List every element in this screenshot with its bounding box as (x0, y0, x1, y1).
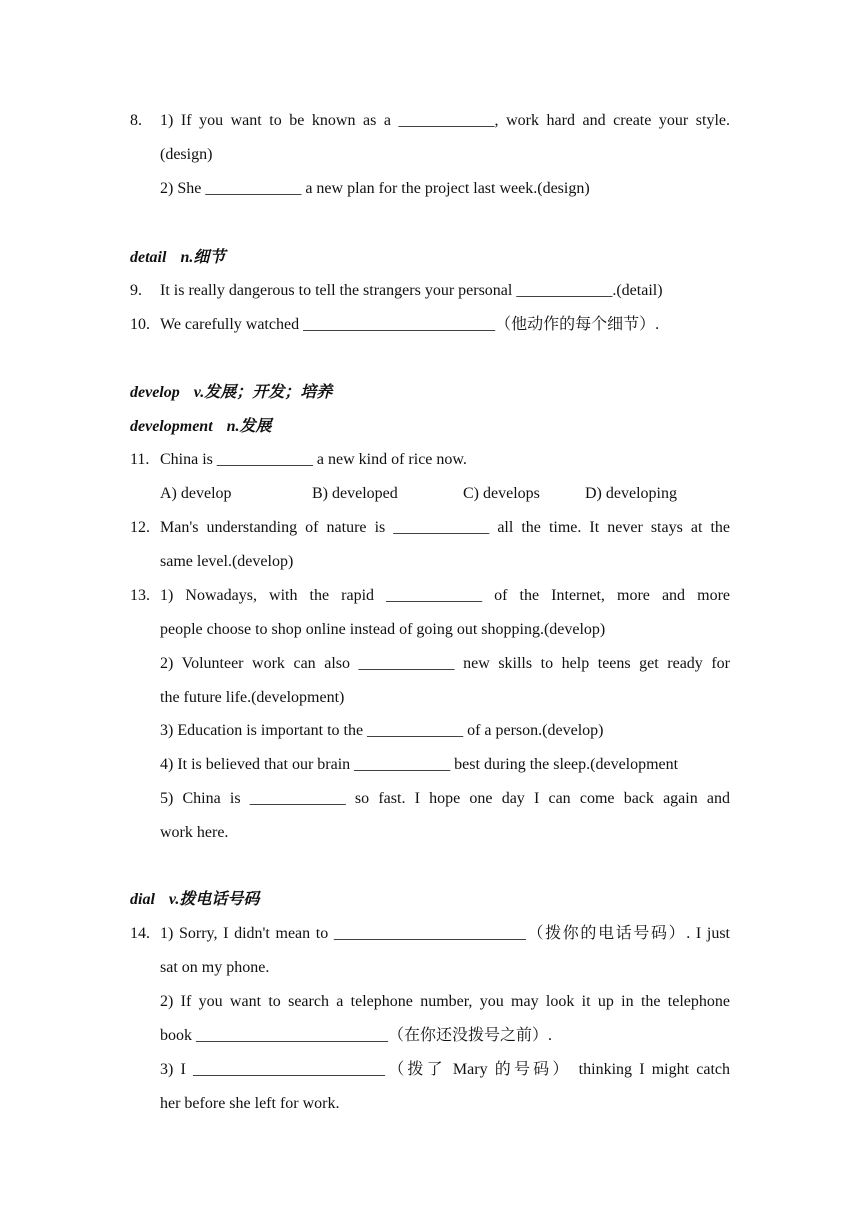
vocab-heading (130, 417, 730, 437)
question-number: 12. (130, 519, 150, 536)
question-line (160, 1026, 730, 1046)
question-number: 10. (130, 316, 150, 333)
answer-option[interactable]: C) develops (463, 485, 540, 502)
question-line (160, 654, 730, 674)
question-line (160, 721, 730, 741)
question-line (160, 958, 730, 978)
vocab-heading (130, 383, 730, 403)
question-line (160, 992, 730, 1012)
question-text: 1) Sorry, I didn't mean to ________________________（拨你的电话号码）. I just (160, 925, 730, 942)
question-text: people choose to shop online instead of going out shopping.(develop) (160, 621, 606, 638)
options-row (160, 484, 730, 504)
question-text: 2) She ____________ a new plan for the project last week.(design) (160, 180, 590, 197)
vocab-definition: n.细节 (180, 249, 226, 266)
vocab-definition: n.发展 (226, 418, 272, 435)
question-text: It is really dangerous to tell the strangers your personal ____________.(detail) (160, 282, 663, 299)
question-text: 3) Education is important to the ____________ of a person.(develop) (160, 722, 604, 739)
answer-option[interactable]: B) developed (312, 485, 398, 502)
question-line (160, 179, 730, 199)
question-line (160, 823, 730, 843)
question-text: We carefully watched ________________________（他动作的每个细节）. (160, 316, 660, 333)
question-line (160, 688, 730, 708)
question-number: 13. (130, 587, 150, 604)
question-text: 2) Volunteer work can also ____________ new skills to help teens get ready for (160, 655, 730, 672)
question-text: 4) It is believed that our brain ____________ best during the sleep.(development (160, 756, 679, 773)
vocab-heading (130, 248, 730, 268)
question-line (160, 1060, 730, 1080)
vocab-word: dial (130, 891, 155, 908)
question-text: 5) China is ____________ so fast. I hope one day I can come back again and (160, 790, 730, 807)
question-line (130, 924, 730, 944)
question-line (160, 145, 730, 165)
question-number: 14. (130, 925, 150, 942)
question-text: (design) (160, 146, 213, 163)
vocab-heading (130, 890, 730, 910)
question-line (160, 552, 730, 572)
question-number: 9. (130, 282, 142, 299)
question-text: the future life.(development) (160, 689, 345, 706)
answer-option[interactable]: A) develop (160, 485, 232, 502)
vocab-definition: v.发展；开发；培养 (193, 384, 333, 401)
question-line (130, 586, 730, 606)
question-line (130, 111, 730, 131)
answer-option[interactable]: D) developing (585, 485, 677, 502)
question-number: 11. (130, 451, 150, 468)
question-line (130, 518, 730, 538)
question-line (160, 620, 730, 640)
vocab-word: develop (130, 384, 180, 401)
vocab-word: development (130, 418, 213, 435)
question-line (130, 450, 730, 470)
question-number: 8. (130, 112, 142, 129)
question-line (130, 281, 730, 301)
question-text: Man's understanding of nature is ____________ all the time. It never stays at the (160, 519, 730, 536)
question-text: same level.(develop) (160, 553, 294, 570)
vocab-definition: v.拨电话号码 (168, 891, 260, 908)
question-text: book ________________________（在你还没拨号之前）. (160, 1027, 553, 1044)
question-line (160, 789, 730, 809)
question-text: 2) If you want to search a telephone number, you may look it up in the telephone (160, 993, 730, 1010)
question-text: 1) If you want to be known as a ____________, work hard and create your style. (160, 112, 730, 129)
question-text: 1) Nowadays, with the rapid ____________ of the Internet, more and more (160, 587, 730, 604)
question-text: China is ____________ a new kind of rice now. (160, 451, 467, 468)
vocab-word: detail (130, 249, 167, 266)
question-text: her before she left for work. (160, 1095, 340, 1112)
question-line (160, 1094, 730, 1114)
question-text: work here. (160, 824, 229, 841)
question-text: 3) I ________________________（拨了 Mary 的号码） thinking I might catch (160, 1061, 730, 1078)
question-line (160, 755, 730, 775)
question-text: sat on my phone. (160, 959, 270, 976)
question-line (130, 315, 730, 335)
